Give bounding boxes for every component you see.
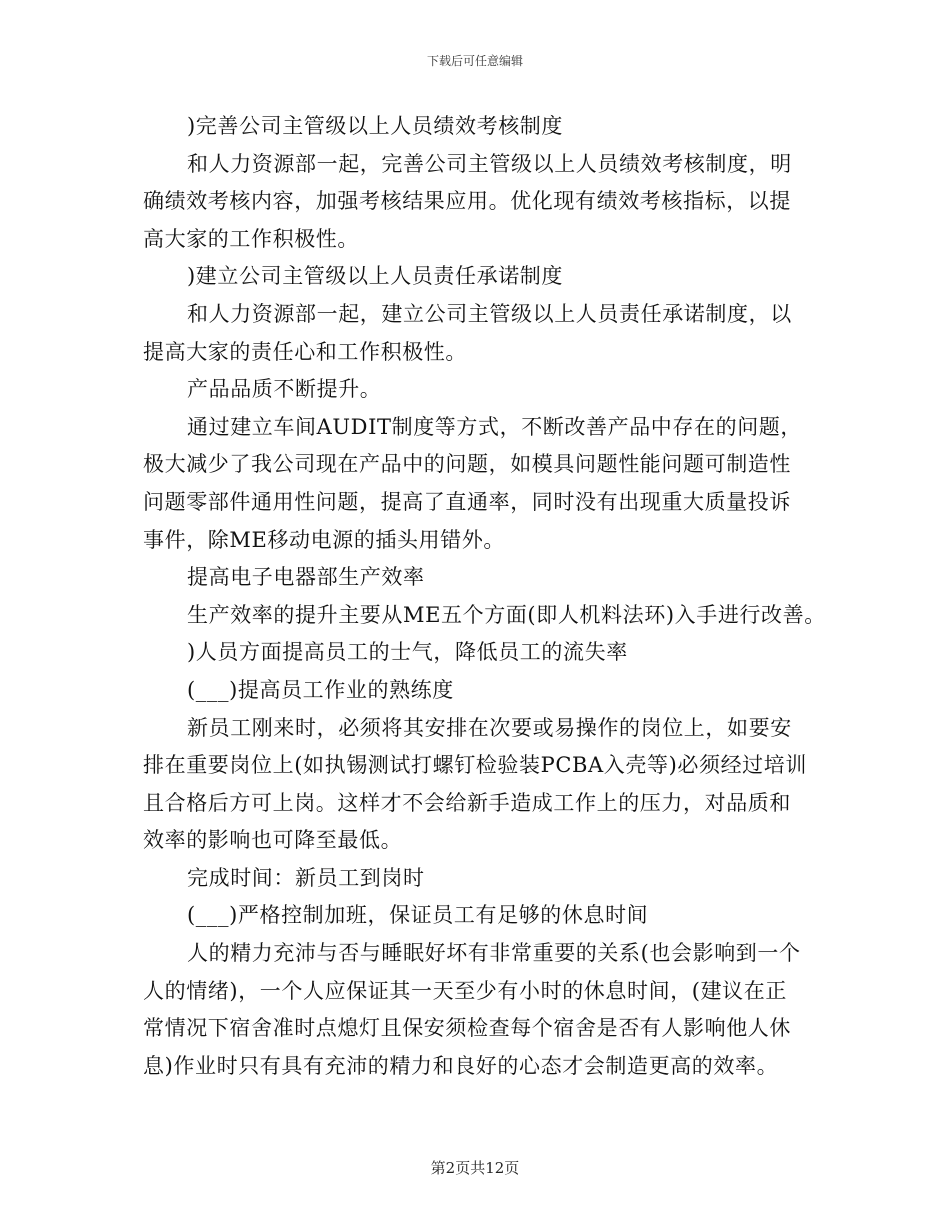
text-line: 完成时间：新员工到岗时: [187, 865, 425, 890]
text-line: 排在重要岗位上(如执锡测试打螺钉检验装PCBA入壳等)必须经过培训: [143, 753, 807, 778]
document-body: [143, 108, 826, 1085]
text-line: )人员方面提高员工的士气，降低员工的流失率: [187, 640, 628, 665]
page-header: 下载后可任意编辑: [426, 54, 523, 68]
text-line: 通过建立车间AUDIT制度等方式，不断改善产品中存在的问题，: [187, 414, 803, 439]
text-line: 高大家的工作积极性。: [143, 226, 359, 251]
text-line: (___)提高员工作业的熟练度: [187, 677, 454, 702]
text-line: )完善公司主管级以上人员绩效考核制度: [187, 114, 563, 138]
text-line: 且合格后方可上岗。这样才不会给新手造成工作上的压力，对品质和: [143, 790, 791, 815]
text-line: 事件，除ME移动电源的插头用错外。: [143, 527, 506, 552]
text-line: 极大减少了我公司现在产品中的问题，如模具问题性能问题可制造性: [143, 452, 791, 477]
text-line: 效率的影响也可降至最低。: [143, 828, 403, 853]
text-line: 和人力资源部一起，建立公司主管级以上人员责任承诺制度，以: [187, 301, 792, 326]
text-line: 提高大家的责任心和工作积极性。: [143, 339, 467, 364]
text-line: 息)作业时只有具有充沛的精力和良好的心态才会制造更高的效率。: [143, 1053, 779, 1078]
text-line: 生产效率的提升主要从ME五个方面(即人机料法环)入手进行改善。: [187, 602, 826, 627]
text-line: (___)严格控制加班，保证员工有足够的休息时间: [187, 903, 649, 928]
text-line: 人的精力充沛与否与睡眠好坏有非常重要的关系(也会影响到一个: [187, 941, 801, 966]
text-line: 问题零部件通用性问题，提高了直通率，同时没有出现重大质量投诉: [143, 489, 791, 514]
page-number: 第2页共12页: [430, 1159, 520, 1177]
text-line: 和人力资源部一起，完善公司主管级以上人员绩效考核制度，明: [187, 151, 792, 176]
text-line: 新员工刚来时，必须将其安排在次要或易操作的岗位上，如要安: [187, 715, 792, 740]
text-line: 人的情绪)，一个人应保证其一天至少有小时的休息时间，(建议在正: [143, 978, 787, 1003]
text-line: 确绩效考核内容，加强考核结果应用。优化现有绩效考核指标，以提: [143, 189, 791, 214]
text-line: 常情况下宿舍准时点熄灯且保安须检查每个宿舍是否有人影响他人休: [143, 1016, 791, 1041]
text-line: )建立公司主管级以上人员责任承诺制度: [187, 264, 563, 289]
text-line: 产品品质不断提升。: [187, 377, 382, 402]
text-line: 提高电子电器部生产效率: [187, 565, 425, 590]
